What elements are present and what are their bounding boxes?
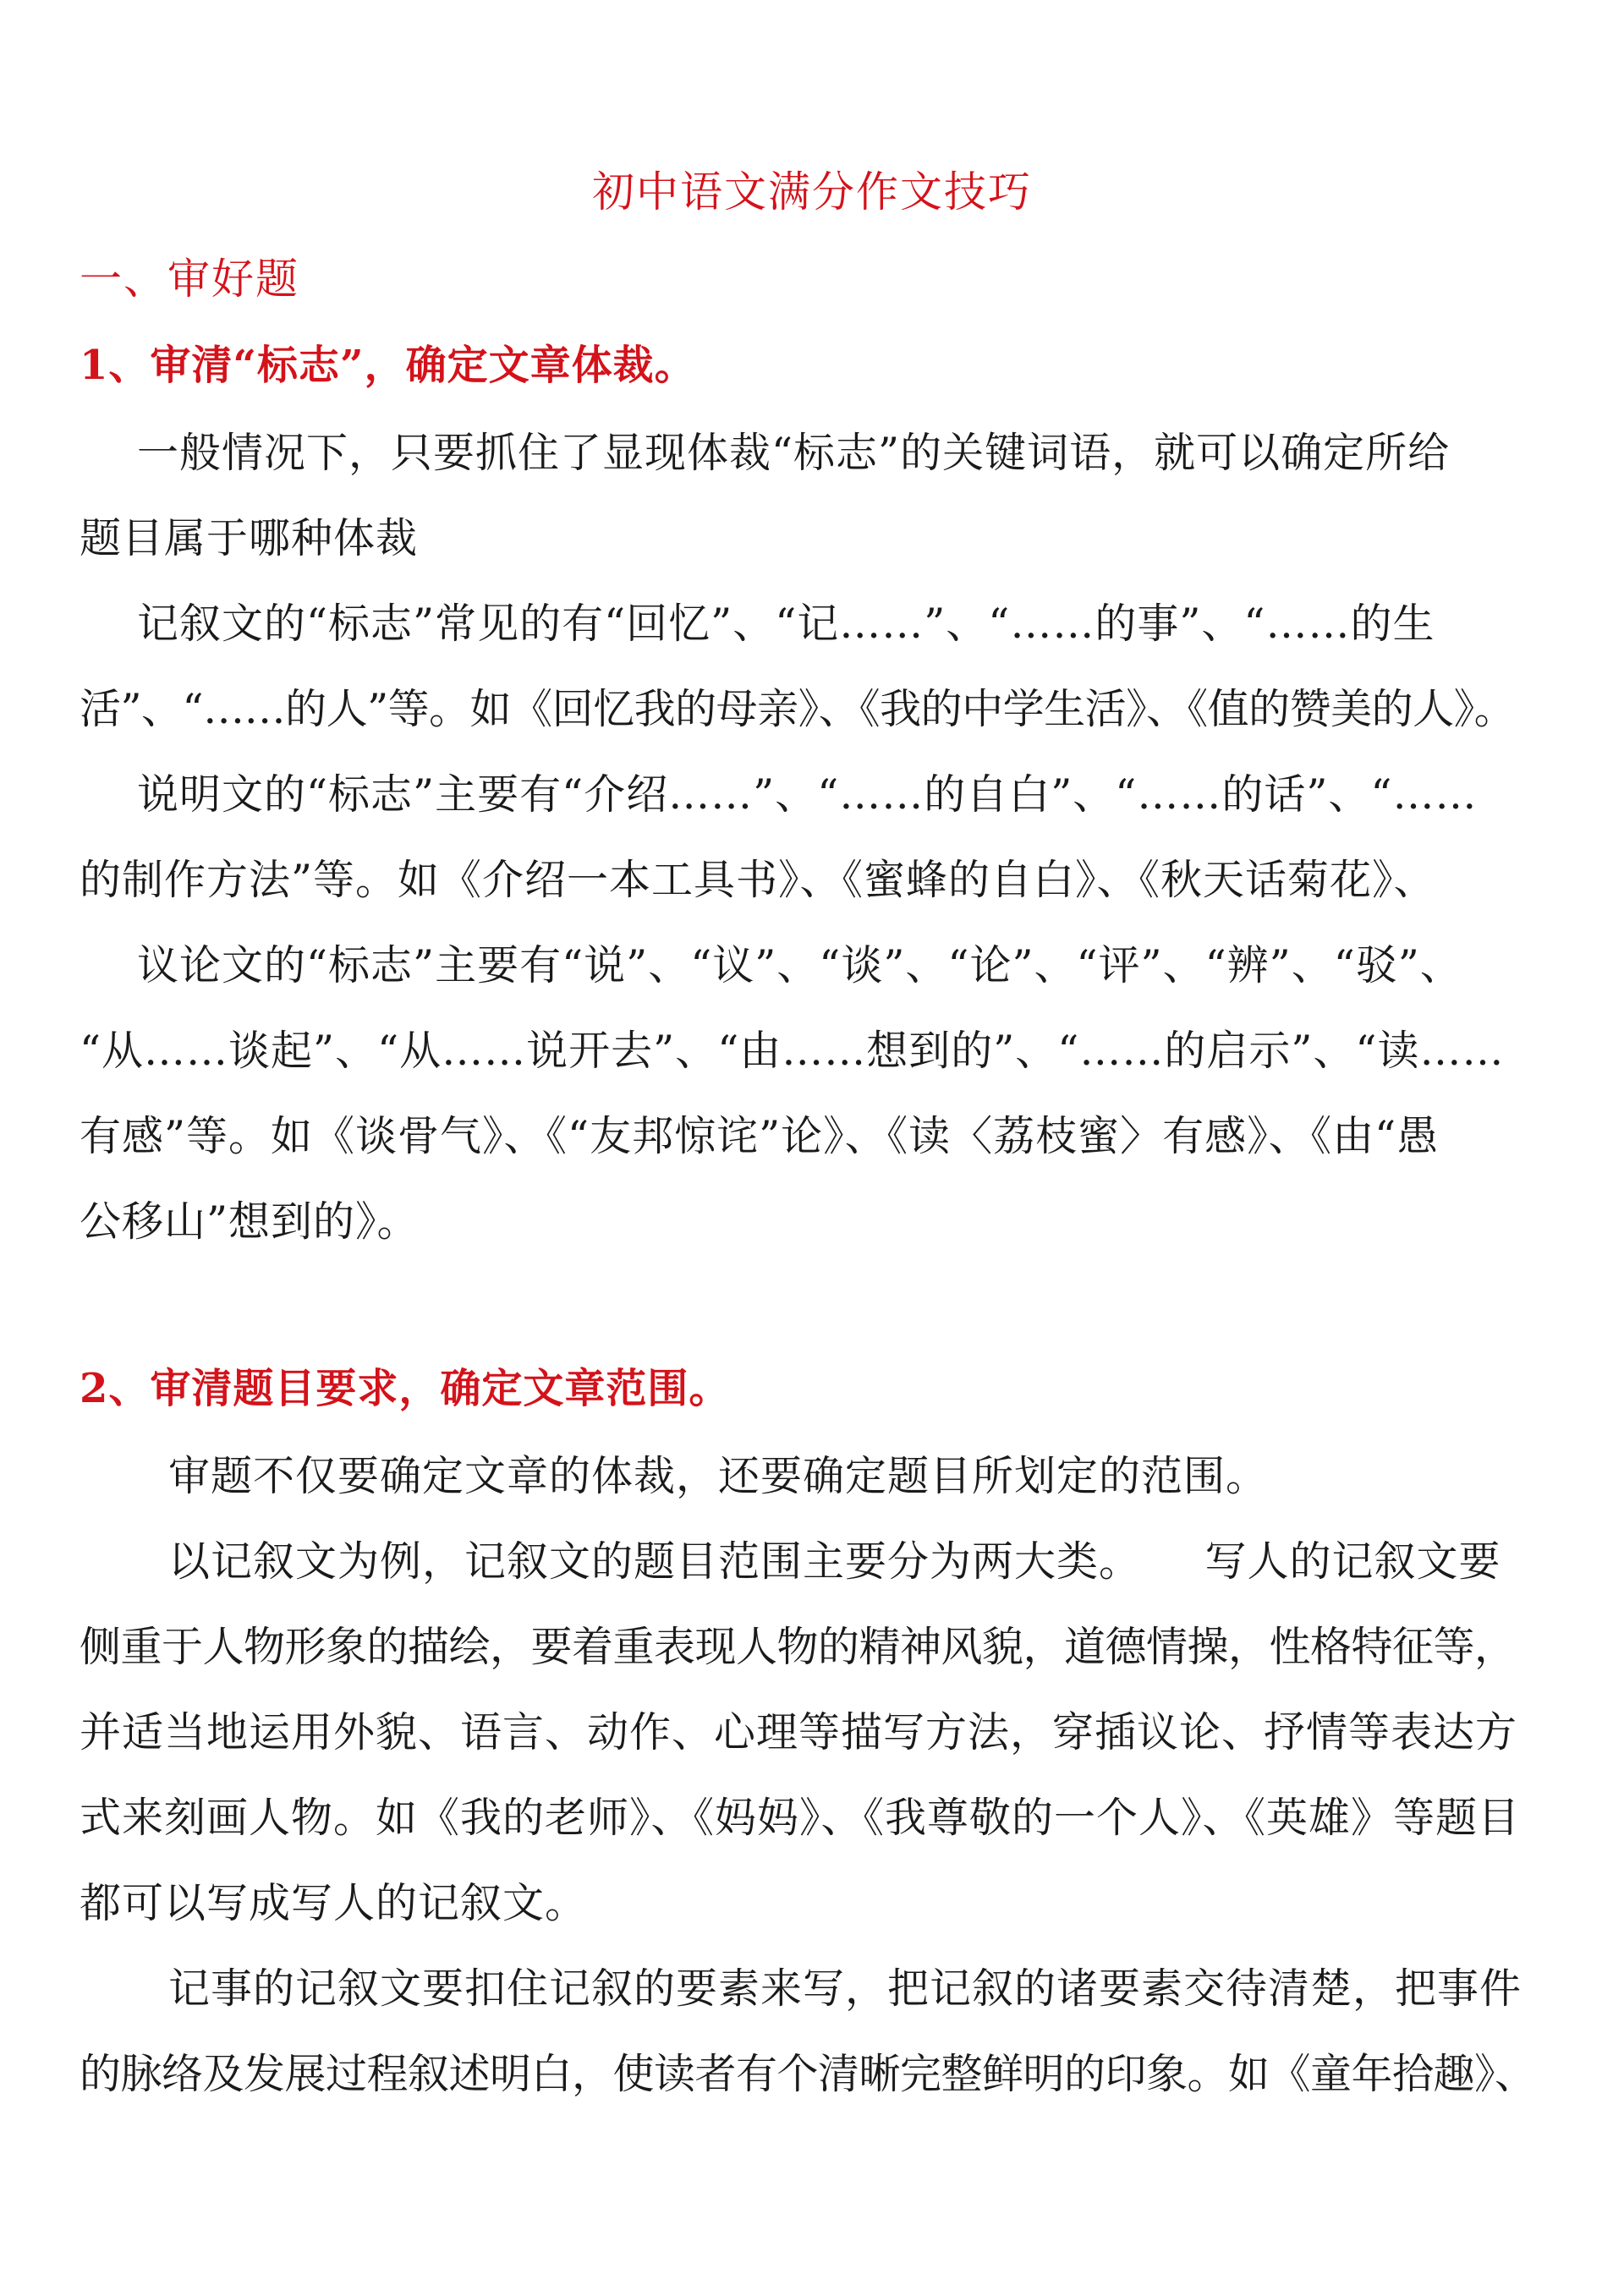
paragraph: [80, 1946, 1551, 2117]
paragraph-line: “从……谈起”、“从……说开去”、“由……想到的”、“……的启示”、“读……: [80, 1027, 1505, 1075]
paragraph-line: 议论文的“标志”主要有“说”、“议”、“谈”、“论”、“评”、“辨”、“驳”、: [137, 941, 1462, 989]
paragraph: [80, 923, 1551, 1264]
paragraph-line: 活”、“……的人”等。如《回忆我的母亲》、《我的中学生活》、《值的赞美的人》。: [80, 685, 1516, 733]
paragraph-line: 一般情况下，只要抓住了显现体裁“标志”的关键词语，就可以确定所给: [137, 429, 1451, 477]
paragraph-line: 并适当地运用外貌、语言、动作、心理等描写方法，穿插议论、抒情等表达方: [80, 1708, 1518, 1756]
paragraph-line: 有感”等。如《谈骨气》、《“友邦惊诧”论》、《读〈荔枝蜜〉有感》、《由“愚: [80, 1112, 1440, 1160]
paragraph-line: 都可以写成写人的记叙文。: [80, 1879, 588, 1927]
page-title: 初中语文满分作文技巧: [592, 167, 1032, 216]
paragraph-line: 记事的记叙文要扣住记叙的要素来写，把记叙的诸要素交待清楚，把事件: [168, 1964, 1522, 2013]
paragraph-line: 记叙文的“标志”常见的有“回忆”、“记……”、“……的事”、“……的生: [137, 600, 1435, 648]
section-heading: 一、审好题: [80, 255, 299, 304]
paragraph: [80, 410, 1551, 581]
paragraph-line: 式来刻画人物。如《我的老师》、《妈妈》、《我尊敬的一个人》、《英雄》等题目: [80, 1794, 1521, 1842]
subsection-heading-2: 2、审清题目要求，确定文章范围。: [80, 1365, 731, 1412]
paragraph-line: 的脉络及发展过程叙述明白，使读者有个清晰完整鲜明的印象。如《童年拾趣》、: [80, 2050, 1536, 2098]
paragraph: [80, 752, 1551, 923]
paragraph-line: 以记叙文为例，记叙文的题目范围主要分为两大类。 写人的记叙文要: [168, 1537, 1501, 1586]
paragraph-line: 公移山”想到的》。: [80, 1197, 420, 1246]
paragraph: [80, 1433, 1551, 1519]
paragraph-line: 审题不仅要确定文章的体裁，还要确定题目所划定的范围。: [168, 1452, 1269, 1500]
paragraph: [80, 1519, 1551, 1946]
paragraph: [80, 581, 1551, 752]
paragraph-line: 题目属于哪种体裁: [80, 514, 419, 562]
paragraph-line: 侧重于人物形象的描绘，要着重表现人物的精神风貌，道德情操，性格特征等，: [80, 1623, 1516, 1671]
subsection-heading-1: 1、审清“标志”，确定文章体裁。: [80, 342, 696, 389]
paragraph-line: 说明文的“标志”主要有“介绍……”、“……的自白”、“……的话”、“……: [137, 770, 1478, 819]
paragraph-line: 的制作方法”等。如《介绍一本工具书》、《蜜蜂的自白》、《秋天话菊花》、: [80, 856, 1436, 904]
